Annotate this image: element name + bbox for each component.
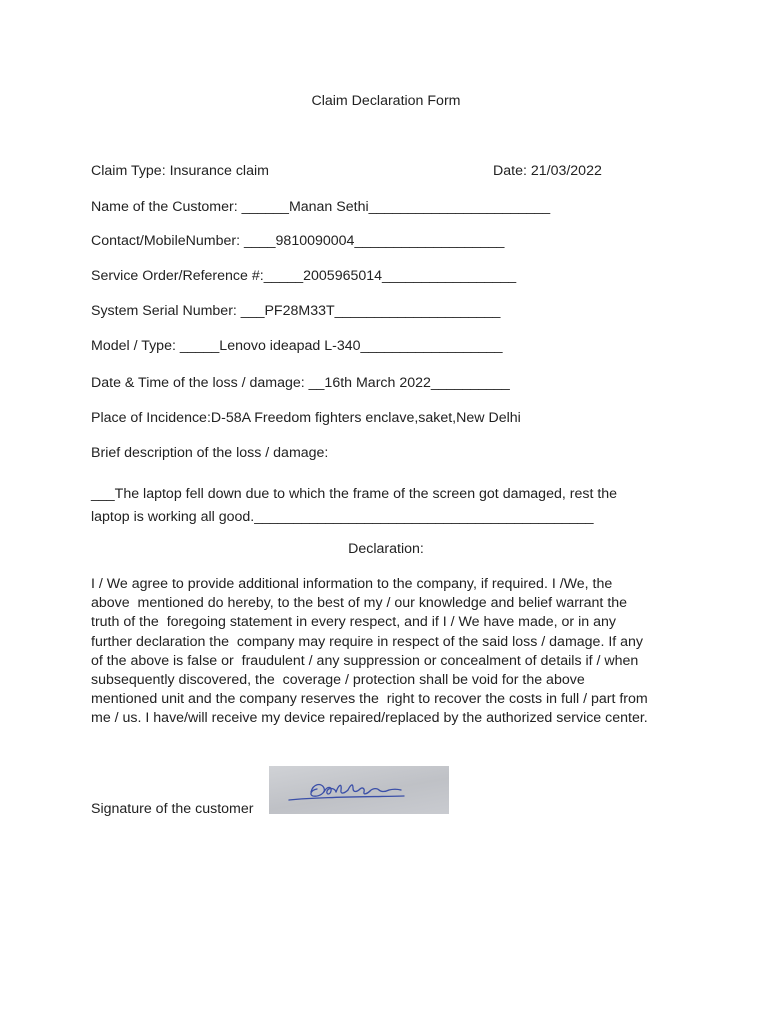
- loss-datetime-field: Date & Time of the loss / damage: __16th March 2022__________: [91, 375, 510, 391]
- customer-name-field: Name of the Customer: ______Manan Sethi_______________________: [91, 199, 551, 215]
- place-of-incidence-field: Place of Incidence:D-58A Freedom fighters enclave,saket,New Delhi: [91, 410, 521, 426]
- form-title: Claim Declaration Form: [311, 93, 461, 109]
- signature-image: [269, 766, 449, 814]
- service-order-field: Service Order/Reference #:_____2005965014_________________: [91, 268, 517, 284]
- serial-number-field: System Serial Number: ___PF28M33T_____________________: [91, 303, 501, 319]
- declaration-heading: Declaration:: [348, 541, 424, 557]
- contact-number-field: Contact/MobileNumber: ____9810090004___________________: [91, 233, 505, 249]
- brief-description-label: Brief description of the loss / damage:: [91, 445, 329, 461]
- date-field: Date: 21/03/2022: [493, 163, 602, 179]
- signature-label: Signature of the customer: [91, 801, 254, 817]
- model-type-field: Model / Type: _____Lenovo ideapad L-340__________________: [91, 338, 503, 354]
- signature-scribble: [269, 766, 449, 814]
- declaration-body: I / We agree to provide additional information to the company, if required. I /We, the above mentioned do hereby, to the best of my / our knowledge and belief warrant the truth of the foregoing statement in every respect, and if I / We have made, or in any further declaration the company may require in respect of the said loss / damage. If any of the above is false or fraudulent / any suppression or concealment of details if / when subsequently discovered, the coverage / protection shall be void for the above mentioned unit and the company reserves the right to recover the costs in full / part from me / us. I have/will receive my device repaired/replaced by the authorized service center.: [91, 576, 648, 727]
- brief-description-text: ___The laptop fell down due to which the frame of the screen got damaged, rest the laptop is working all good.___________________________________________: [91, 486, 618, 525]
- claim-type-field: Claim Type: Insurance claim: [91, 163, 269, 179]
